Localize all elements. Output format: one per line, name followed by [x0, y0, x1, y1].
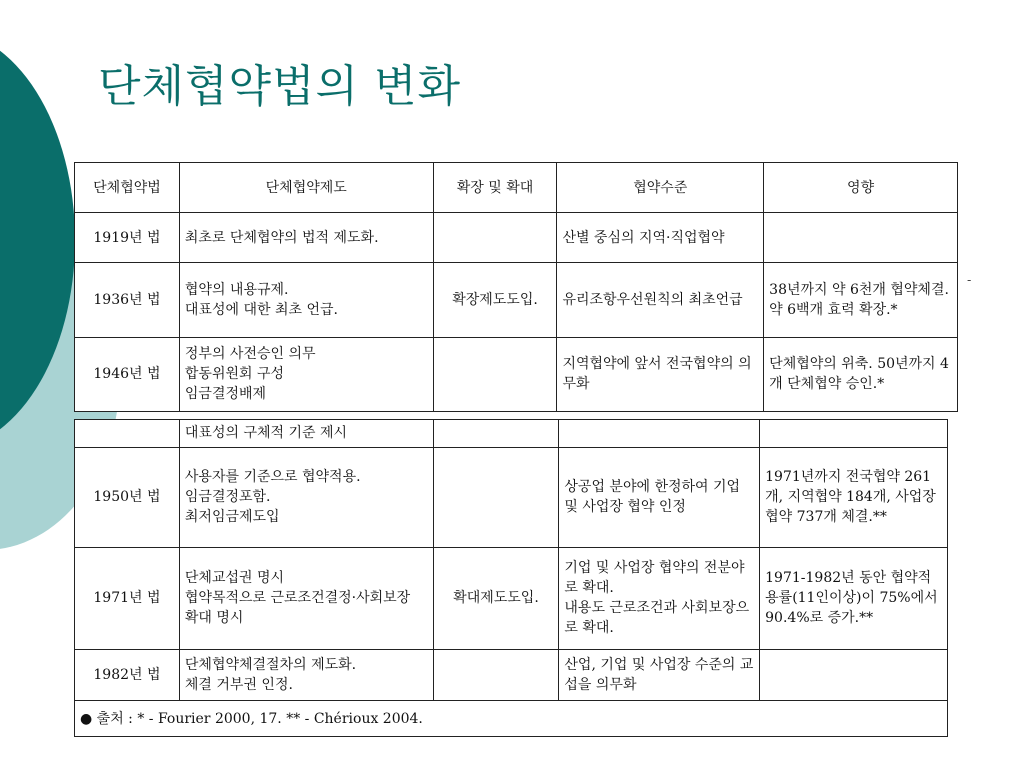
table-cell: [433, 337, 557, 411]
table-cell: 1971-1982년 동안 협약적용률(11인이상)이 75%에서 90.4%로 증가.**: [760, 547, 948, 649]
table-cell: 단체협약의 위축. 50년까지 4개 단체협약 승인.*: [764, 337, 958, 411]
table-cell: [764, 213, 958, 263]
slide-title: 단체협약법의 변화: [98, 61, 462, 112]
table-row: [75, 420, 948, 448]
table-row: [75, 650, 948, 701]
table-cell: 확장제도도입.: [433, 263, 557, 337]
table-cell: 기업 및 사업장 협약의 전분야로 확대. 내용도 근로조건과 사회보장으로 확대.: [559, 547, 760, 649]
table-cell: 1971년 법: [75, 547, 180, 649]
table-header-cell: 단체협약법: [75, 163, 180, 213]
table-row: [75, 213, 958, 263]
table-cell: 대표성의 구체적 기준 제시: [179, 420, 433, 448]
table-cell: [559, 420, 760, 448]
table-cell: 지역협약에 앞서 전국협약의 의무화: [557, 337, 764, 411]
table-cell: 단체협약체결절차의 제도화. 체결 거부권 인정.: [179, 650, 433, 701]
table-cell: 사용자를 기준으로 협약적용. 임금결정포함. 최저임금제도입: [179, 447, 433, 547]
table-cell: 1950년 법: [75, 447, 180, 547]
table-cell: 1982년 법: [75, 650, 180, 701]
table-cell: 확대제도도입.: [433, 547, 559, 649]
table-cell: [760, 650, 948, 701]
source-note-row: [75, 701, 948, 737]
table-header-cell: 영향: [764, 163, 958, 213]
table-cell: [75, 420, 180, 448]
table-cell: 산별 중심의 지역·직업협약: [557, 213, 764, 263]
table-row: [75, 263, 958, 337]
table-cell: 정부의 사전승인 의무 합동위원회 구성 임금결정배제: [179, 337, 433, 411]
law-changes-table-1: [74, 162, 958, 412]
table-cell: [433, 420, 559, 448]
table-header-row: [75, 163, 958, 213]
table-cell: [433, 650, 559, 701]
table-cell: 유리조항우선원칙의 최초언급: [557, 263, 764, 337]
table-cell: 1936년 법: [75, 263, 180, 337]
table-row: [75, 447, 948, 547]
table-cell: 최초로 단체협약의 법적 제도화.: [179, 213, 433, 263]
table-cell: [760, 420, 948, 448]
table-cell: 협약의 내용규제. 대표성에 대한 최초 언급.: [179, 263, 433, 337]
table-cell: 1919년 법: [75, 213, 180, 263]
table-cell: 산업, 기업 및 사업장 수준의 교섭을 의무화: [559, 650, 760, 701]
table-row: [75, 337, 958, 411]
table-cell: 1971년까지 전국협약 261개, 지역협약 184개, 사업장 협약 737개 체결.**: [760, 447, 948, 547]
side-mark: -: [967, 273, 972, 287]
table-row: [75, 547, 948, 649]
law-changes-table-2: [74, 419, 948, 737]
table-header-cell: 확장 및 확대: [433, 163, 557, 213]
table-cell: [433, 213, 557, 263]
table-cell: 단체교섭권 명시 협약목적으로 근로조건결정·사회보장 확대 명시: [179, 547, 433, 649]
table-cell: 상공업 분야에 한정하여 기업 및 사업장 협약 인정: [559, 447, 760, 547]
table-cell: 1946년 법: [75, 337, 180, 411]
table-header-cell: 단체협약제도: [179, 163, 433, 213]
source-note: ● 출처 : * - Fourier 2000, 17. ** - Chérioux 2004.: [75, 701, 948, 737]
table-cell: [433, 447, 559, 547]
table-cell: 38년까지 약 6천개 협약체결. 약 6백개 효력 확장.*: [764, 263, 958, 337]
table-header-cell: 협약수준: [557, 163, 764, 213]
